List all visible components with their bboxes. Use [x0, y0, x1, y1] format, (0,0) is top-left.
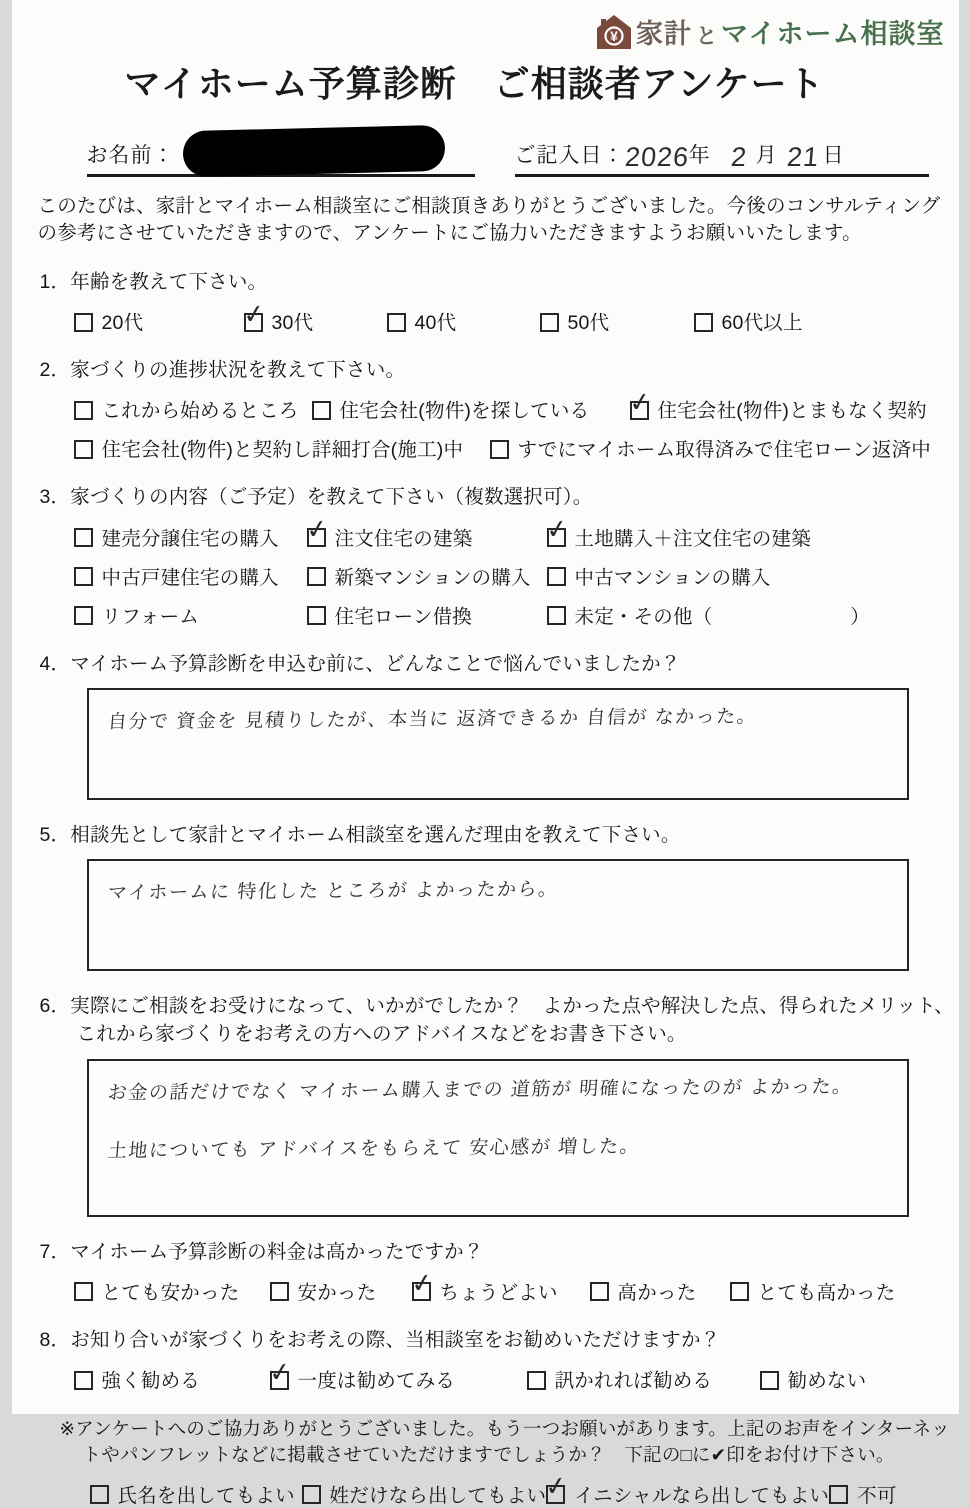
question-7-options	[74, 1277, 945, 1305]
date-day-value: 21	[785, 144, 820, 174]
checkbox[interactable]	[244, 313, 263, 332]
handwritten-answer-line1: お金の話だけでなく マイホーム購入までの 道筋が 明確になったのが よかった。	[106, 1071, 853, 1104]
option-label: 高かった	[618, 1277, 697, 1305]
house-yen-icon	[595, 13, 633, 51]
option-label: 中古マンションの購入	[575, 562, 771, 590]
question-2-number: 2．	[40, 359, 71, 381]
checkmark-icon: ✓	[543, 1472, 568, 1501]
option-label: 中古戸建住宅の購入	[102, 562, 279, 590]
option-label: とても安かった	[102, 1277, 240, 1305]
scanned-survey-form	[12, 0, 959, 1414]
checkbox-option-built-for-sale[interactable]	[74, 523, 307, 551]
checkbox-option-used-house[interactable]	[74, 562, 307, 590]
question-4-heading	[40, 650, 970, 678]
option-label: 住宅会社(物件)を探している	[340, 395, 590, 423]
checkbox-option-60s[interactable]	[694, 307, 803, 335]
question-3-options-row3	[74, 601, 945, 629]
option-label: 氏名を出してもよい	[118, 1480, 295, 1508]
checkbox[interactable]	[547, 606, 566, 625]
date-month-unit: 月	[756, 139, 778, 174]
question-5-heading	[40, 821, 970, 849]
question-3	[40, 483, 945, 628]
checkmark-icon: ✓	[304, 515, 329, 544]
checkbox[interactable]	[829, 1485, 848, 1504]
checkbox[interactable]	[74, 401, 93, 420]
checkbox-option-land-plus-custom[interactable]	[547, 523, 811, 551]
checkbox[interactable]	[270, 1282, 289, 1301]
name-label: お名前：	[87, 139, 175, 174]
checkbox-option-surname-ok[interactable]	[302, 1480, 547, 1508]
option-label: 30代	[272, 307, 314, 335]
checkbox-option-not-allowed[interactable]	[829, 1480, 896, 1508]
footer-options	[90, 1480, 945, 1508]
option-label: 20代	[102, 307, 144, 335]
question-8	[40, 1326, 945, 1393]
handwritten-answer: 自分で 資金を 見積りしたが、本当に 返済できるか 自信が なかった。	[106, 701, 758, 734]
footer-note: ※アンケートへのご協力ありがとうございました。もう一つお願いがあります。上記のお声をインターネットやパンフレットなどに掲載させていただけますでしょうか？ 下記の□に✔印をお付け下さい。	[60, 1416, 967, 1469]
checkbox[interactable]	[74, 1282, 93, 1301]
question-1	[40, 268, 945, 335]
checkbox-option-50s[interactable]	[540, 307, 694, 335]
question-4-text: マイホーム予算診断を申込む前に、どんなことで悩んでいましたか？	[70, 653, 680, 675]
question-5-answer-box[interactable]	[87, 859, 909, 971]
question-8-number: 8．	[40, 1329, 71, 1351]
option-label: 不可	[857, 1480, 896, 1508]
checkbox[interactable]	[307, 567, 326, 586]
option-label: イニシャルなら出してもよい	[574, 1480, 829, 1508]
company-logo	[595, 12, 944, 51]
checkmark-icon: ✓	[409, 1269, 434, 1298]
logo-text-to: と	[696, 20, 717, 50]
option-label: 50代	[568, 307, 610, 335]
question-4	[40, 650, 945, 800]
checkbox[interactable]	[74, 440, 93, 459]
logo-row	[40, 12, 945, 56]
question-8-options	[74, 1365, 945, 1393]
question-3-text: 家づくりの内容（ご予定）を教えて下さい（複数選択可）。	[70, 486, 592, 508]
checkbox[interactable]	[540, 313, 559, 332]
question-8-heading	[40, 1326, 970, 1354]
checkbox[interactable]	[74, 528, 93, 547]
checkbox-option-cheap[interactable]	[270, 1277, 412, 1305]
checkbox-option-40s[interactable]	[387, 307, 540, 335]
checkbox[interactable]	[74, 313, 93, 332]
option-label: 住宅会社(物件)とまもなく契約	[658, 395, 928, 423]
question-6-text: 実際にご相談をお受けになって、いかがでしたか？ よかった点や解決した点、得られたメリット、これから家づくりをお考えの方へのアドバイスなどをお書き下さい。	[70, 995, 954, 1045]
checkbox-option-recommend-once[interactable]	[270, 1365, 527, 1393]
question-5-number: 5．	[40, 824, 71, 846]
checkbox[interactable]	[527, 1371, 546, 1390]
checkbox-option-repaying-loan[interactable]	[490, 434, 932, 462]
option-label: 注文住宅の建築	[335, 523, 473, 551]
question-5-text: 相談先として家計とマイホーム相談室を選んだ理由を教えて下さい。	[70, 824, 680, 846]
option-label: 建売分譲住宅の購入	[102, 523, 279, 551]
checkbox[interactable]	[307, 606, 326, 625]
checkbox-option-reform[interactable]	[74, 601, 307, 629]
question-3-number: 3．	[40, 486, 71, 508]
checkmark-icon: ✓	[267, 1357, 292, 1386]
question-3-options-row1	[74, 523, 945, 551]
checkbox-option-used-condo[interactable]	[547, 562, 771, 590]
checkmark-icon: ✓	[241, 299, 266, 328]
option-label: 一度は勧めてみる	[298, 1365, 456, 1393]
handwritten-answer: マイホームに 特化した ところが よかったから。	[106, 874, 559, 905]
checkbox-option-expensive[interactable]	[590, 1277, 730, 1305]
question-1-text: 年齢を教えて下さい。	[70, 271, 267, 293]
question-4-number: 4．	[40, 653, 71, 675]
logo-text-myhome: マイホーム相談室	[721, 12, 944, 51]
checkbox-option-initials-ok[interactable]	[546, 1480, 829, 1508]
question-6-number: 6．	[40, 995, 71, 1017]
checkbox[interactable]	[302, 1485, 321, 1504]
option-label: 40代	[415, 307, 457, 335]
checkbox-option-20s[interactable]	[74, 307, 244, 335]
checkbox[interactable]	[307, 528, 326, 547]
checkbox[interactable]	[547, 528, 566, 547]
date-year-value: 2026	[623, 144, 690, 174]
question-7	[40, 1238, 945, 1305]
name-redaction	[182, 125, 445, 177]
checkbox[interactable]	[630, 401, 649, 420]
checkbox-option-if-asked[interactable]	[527, 1365, 760, 1393]
question-5	[40, 821, 945, 971]
question-2-options-row1	[74, 395, 945, 423]
question-1-number: 1．	[40, 271, 71, 293]
date-month-value: 2	[729, 144, 748, 174]
checkbox[interactable]	[74, 567, 93, 586]
date-day-unit: 日	[823, 139, 845, 174]
checkbox[interactable]	[387, 313, 406, 332]
question-4-answer-box[interactable]	[87, 688, 909, 800]
option-label: これから始めるところ	[102, 395, 299, 423]
checkbox-option-contracted[interactable]	[74, 434, 490, 462]
checkbox[interactable]	[546, 1485, 565, 1504]
checkmark-icon: ✓	[544, 515, 569, 544]
option-label: 未定・その他（ ）	[575, 601, 871, 629]
question-7-text: マイホーム予算診断の料金は高かったですか？	[70, 1241, 483, 1263]
checkbox-option-full-name-ok[interactable]	[90, 1480, 302, 1508]
checkbox[interactable]	[490, 440, 509, 459]
option-label: すでにマイホーム取得済みで住宅ローン返済中	[518, 434, 932, 462]
checkbox[interactable]	[547, 567, 566, 586]
checkbox-option-loan-refinance[interactable]	[307, 601, 547, 629]
question-1-options	[74, 307, 945, 335]
checkmark-icon: ✓	[627, 387, 652, 416]
option-label: 土地購入＋注文住宅の建築	[575, 523, 811, 551]
question-3-options-row2	[74, 562, 945, 590]
checkbox-option-very-expensive[interactable]	[730, 1277, 896, 1305]
checkbox-option-strongly-recommend[interactable]	[74, 1365, 270, 1393]
checkbox[interactable]	[730, 1282, 749, 1301]
question-2-text: 家づくりの進捗状況を教えて下さい。	[70, 359, 405, 381]
option-label: とても高かった	[758, 1277, 896, 1305]
name-field	[87, 127, 475, 177]
question-7-heading	[40, 1238, 970, 1266]
question-8-text: お知り合いが家づくりをお考えの際、当相談室をお勧めいただけますか？	[70, 1329, 720, 1351]
option-label: 新築マンションの購入	[335, 562, 531, 590]
checkbox-option-just-right[interactable]	[412, 1277, 590, 1305]
question-2-heading	[40, 356, 970, 384]
question-7-number: 7．	[40, 1241, 71, 1263]
yen-glyph: ¥	[610, 28, 618, 44]
question-6-heading	[40, 992, 970, 1049]
checkbox-option-custom-home[interactable]	[307, 523, 547, 551]
checkbox-option-soon-contract[interactable]	[630, 395, 928, 423]
header-fields	[87, 127, 945, 177]
option-label: 勧めない	[788, 1365, 867, 1393]
option-label: 訊かれれば勧める	[555, 1365, 713, 1393]
question-3-heading	[40, 483, 970, 511]
question-1-heading	[40, 268, 970, 296]
option-label: 住宅ローン借換	[335, 601, 473, 629]
date-year-unit: 年	[689, 139, 711, 174]
checkbox-option-searching[interactable]	[312, 395, 630, 423]
checkbox[interactable]	[90, 1485, 109, 1504]
checkbox-option-undecided-other[interactable]	[547, 601, 871, 629]
question-6-answer-box[interactable]	[87, 1059, 909, 1217]
checkbox[interactable]	[412, 1282, 431, 1301]
question-6	[40, 992, 945, 1217]
logo-text-kakei: 家計	[636, 12, 692, 51]
page-title: マイホーム予算診断 ご相談者アンケート	[125, 56, 945, 107]
checkbox[interactable]	[312, 401, 331, 420]
option-label: 60代以上	[722, 307, 803, 335]
checkbox[interactable]	[590, 1282, 609, 1301]
checkbox[interactable]	[694, 313, 713, 332]
checkbox-option-starting[interactable]	[74, 395, 312, 423]
handwritten-answer-line2: 土地についても アドバイスをもらえて 安心感が 増した。	[106, 1131, 640, 1163]
checkbox[interactable]	[760, 1371, 779, 1390]
checkbox-option-not-recommend[interactable]	[760, 1365, 867, 1393]
option-label: 姓だけなら出してもよい	[330, 1480, 547, 1508]
checkbox[interactable]	[74, 1371, 93, 1390]
option-label: ちょうどよい	[440, 1277, 558, 1305]
checkbox-option-30s[interactable]	[244, 307, 387, 335]
checkbox[interactable]	[270, 1371, 289, 1390]
date-field	[515, 127, 929, 177]
date-label: ご記入日：	[515, 139, 625, 174]
option-label: 住宅会社(物件)と契約し詳細打合(施工)中	[102, 434, 464, 462]
option-label: リフォーム	[102, 601, 200, 629]
checkbox-option-new-condo[interactable]	[307, 562, 547, 590]
option-label: 強く勧める	[102, 1365, 201, 1393]
intro-text: このたびは、家計とマイホーム相談室にご相談頂きありがとうございました。今後のコンサルティングの参考にさせていただきますので、アンケートにご協力いただきますようお願いいたします。	[38, 193, 946, 247]
checkbox-option-very-cheap[interactable]	[74, 1277, 270, 1305]
question-2	[40, 356, 945, 462]
checkbox[interactable]	[74, 606, 93, 625]
question-2-options-row2	[74, 434, 945, 462]
option-label: 安かった	[298, 1277, 377, 1305]
